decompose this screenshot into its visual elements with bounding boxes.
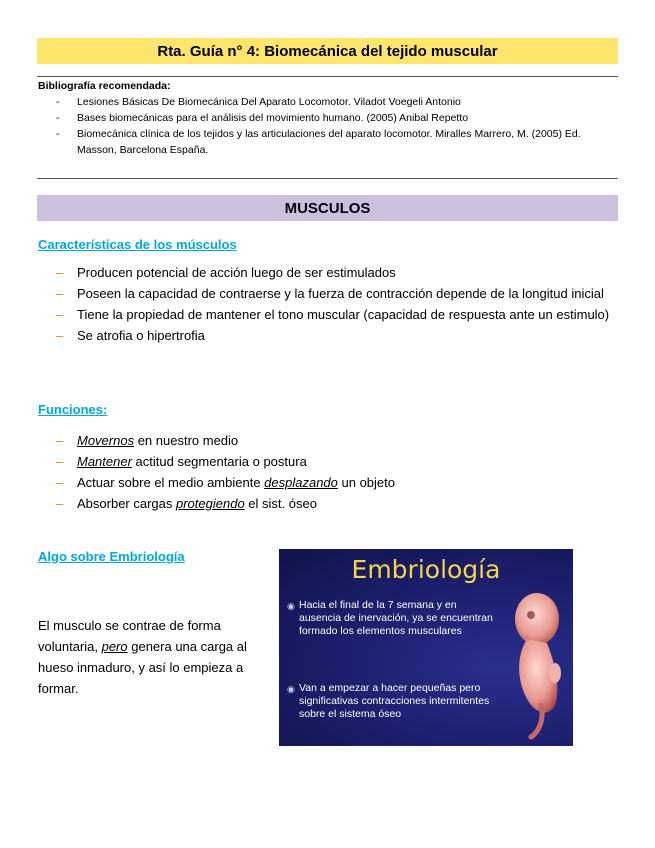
funcion-emphasis: Mantener xyxy=(77,454,132,469)
embriologia-heading: Algo sobre Embriología xyxy=(38,549,185,564)
funcion-emphasis: protegiendo xyxy=(176,496,245,511)
embryo-eye xyxy=(527,611,535,619)
slide-bullet xyxy=(287,682,493,721)
caracteristicas-heading: Características de los músculos xyxy=(38,237,237,252)
bibliography-heading: Bibliografía recomendada: xyxy=(38,80,171,92)
paragraph-emphasis: pero xyxy=(101,639,128,654)
embryo-illustration xyxy=(497,577,573,742)
funcion-emphasis: Movernos xyxy=(77,433,135,448)
slide-bullet-text: Van a empezar a hacer pequeñas pero significativas contracciones intermitentes sobre el sistema óseo xyxy=(299,682,490,720)
slide-bullet xyxy=(287,599,493,638)
funciones-list xyxy=(56,430,618,514)
page-title: Rta. Guía n° 4: Biomecánica del tejido muscular xyxy=(37,38,618,64)
funciones-heading: Funciones: xyxy=(38,402,108,417)
divider-bibliography xyxy=(37,178,618,179)
bullet-icon: ◉ xyxy=(287,684,295,694)
funcion-text: el sist. óseo xyxy=(244,496,317,511)
funcion-item xyxy=(56,430,618,451)
section-title: MUSCULOS xyxy=(37,195,618,221)
funcion-text: Absorber cargas xyxy=(77,496,176,511)
funcion-text: actitud segmentaria o postura xyxy=(131,454,307,469)
embryo-limb xyxy=(549,663,561,683)
bibliography-item: - Lesiones Básicas De Biomecánica Del Aparato Locomotor. Viladot Voegeli Antonio xyxy=(38,94,618,110)
bibliography-block xyxy=(38,78,618,158)
bibliography-item: - Biomecánica clínica de los tejidos y las articulaciones del aparato locomotor. Miralles Marrero, M. (2005) Ed. Masson, Barcelona España. xyxy=(38,126,618,158)
caracteristica-item: – Producen potencial de acción luego de ser estimulados xyxy=(56,262,618,283)
funcion-emphasis: desplazando xyxy=(264,475,338,490)
funcion-item xyxy=(56,493,618,514)
bibliography-list xyxy=(38,94,618,158)
slide-title: Embriología xyxy=(351,555,501,584)
embryo-head xyxy=(515,593,559,645)
caracteristicas-list xyxy=(56,262,618,346)
embriologia-slide xyxy=(279,549,573,746)
funcion-text: en nuestro medio xyxy=(134,433,239,448)
embriologia-paragraph xyxy=(38,615,266,699)
funcion-text: un objeto xyxy=(337,475,395,490)
paragraph-text: genera una carga al hueso inmaduro, y así lo empieza a formar. xyxy=(38,639,247,696)
funcion-text: Actuar sobre el medio ambiente xyxy=(77,475,265,490)
slide-bullet-text: Hacia el final de la 7 semana y en ausencia de inervación, ya se encuentran formado los elementos musculares xyxy=(299,599,493,637)
caracteristica-item: – Tiene la propiedad de mantener el tono muscular (capacidad de respuesta ante un estimulo) xyxy=(56,304,618,325)
funcion-item xyxy=(56,451,618,472)
bibliography-item: - Bases biomecánicas para el análisis del movimiento humano. (2005) Anibal Repetto xyxy=(38,110,618,126)
funcion-item xyxy=(56,472,618,493)
paragraph-text: El musculo se contrae de forma voluntaria, xyxy=(38,618,221,654)
bullet-icon: ◉ xyxy=(287,601,295,611)
divider-top xyxy=(37,76,618,77)
caracteristica-item: – Se atrofia o hipertrofia xyxy=(56,325,618,346)
caracteristica-item: – Poseen la capacidad de contraerse y la fuerza de contracción depende de la longitud inicial xyxy=(56,283,618,304)
